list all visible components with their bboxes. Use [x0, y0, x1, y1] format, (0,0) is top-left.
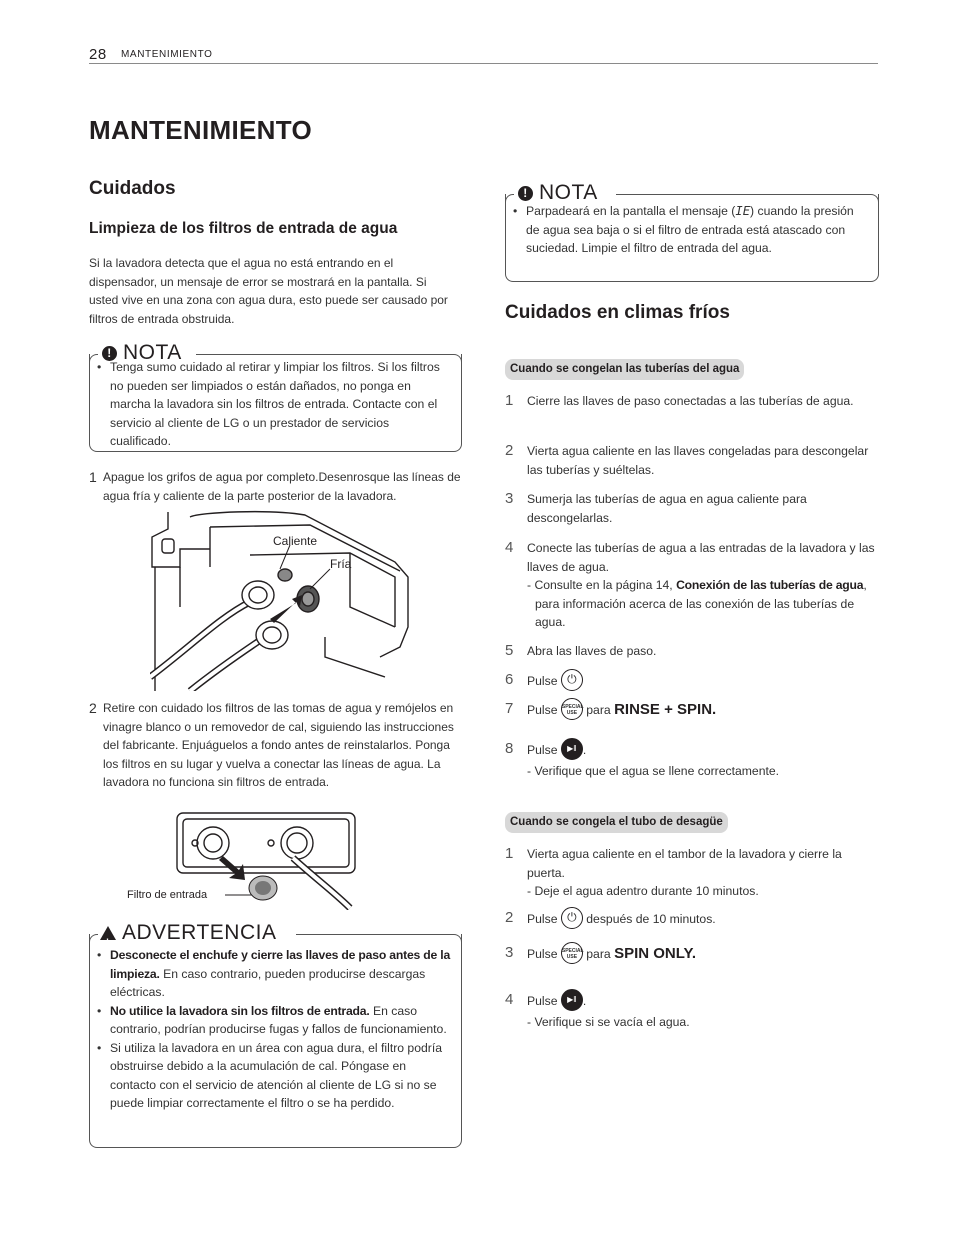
note-item: • Tenga sumo cuidado al retirar y limpiar los filtros. Si los filtros no pueden ser limpiados o están dañados, no ponga en marcha la lavadora sin los filtros de entrada. Contacte con el servicio al cliente de LG o un prestador de servicios cualificado. [90, 358, 450, 451]
warning-box [89, 921, 462, 1148]
exclamation-icon: ! [518, 186, 533, 201]
start-pause-button-icon: ▶‖ [561, 738, 583, 760]
exclamation-icon: ! [102, 346, 117, 361]
cold-step-2: 2 Vierta agua caliente en las llaves congeladas para descongelar las tuberías y suéltelas. [505, 442, 869, 477]
fig1-label-cold: Fría [330, 557, 352, 571]
intro-paragraph: Si la lavadora detecta que el agua no está entrando en el dispensador, un mensaje de error se mostrará en la pantalla. Si usted vive en una zona con agua dura, esto puede ser causado por filtros de entrada obstruida. [89, 256, 448, 326]
warning-triangle-icon: ! [100, 926, 116, 940]
power-button-icon [561, 669, 583, 691]
note-label: ! NOTA [516, 180, 600, 206]
cold-step-3: 3 Sumerja las tuberías de agua en agua caliente para descongelarlas. [505, 490, 807, 525]
note-box-error-code [505, 181, 879, 282]
special-use-button-icon: SPECIAL USE [561, 942, 583, 964]
warning-item: • Desconecte el enchufe y cierre las llaves de paso antes de la limpieza. En caso contrario, pueden producirse descargas eléctricas. [90, 946, 452, 1002]
note-item: • Parpadeará en la pantalla el mensaje (IE) cuando la presión de agua sea baja o si el filtro de entrada está atascado con suciedad. Limpie el filtro de entrada del agua. [506, 202, 868, 258]
hose-disconnect-illustration [150, 507, 412, 691]
drain-step-3: 3 Pulse SPECIAL USE para SPIN ONLY. [505, 944, 697, 963]
cold-step-1: 1 Cierre las llaves de paso conectadas a las tuberías de agua. [505, 392, 854, 409]
note-label: ! NOTA [100, 340, 184, 366]
drain-step-2: 2 Pulse ⏻ después de 10 minutos. [505, 909, 879, 931]
cold-step-4: 4 Conecte las tuberías de agua a las entradas de la lavadora y las llaves de agua. - Consulte en la página 14, Conexión de las tuberías de agua, para información acerca de las conexión de las tuberías de agua. [505, 539, 875, 629]
drain-step-4: 4 Pulse ▶‖ . - Verifique si se vacía el agua. [505, 991, 690, 1029]
fig2-label-filter: Filtro de entrada [127, 889, 208, 901]
section-heading-cuidados: Cuidados [89, 178, 176, 199]
inlet-filter-illustration [125, 808, 365, 910]
subsection-pill-desague: Cuando se congela el tubo de desagüe [505, 812, 728, 833]
warning-item: • Si utiliza la lavadora en un área con agua dura, el filtro podría obstruirse debido a la acumulación de cal. Póngase en contacto con el servicio de atención al cliente de LG si no se puede limpiar correctamente el filtro o se ha perdido. [90, 1039, 452, 1113]
power-button-icon [561, 907, 583, 929]
warning-label: ! ADVERTENCIA [98, 920, 278, 946]
warning-item: • No utilice la lavadora sin los filtros de entrada. En caso contrario, podrían producirse fugas y fallos de funcionamiento. [90, 1002, 452, 1039]
section-heading-climas-frios: Cuidados en climas fríos [505, 302, 730, 323]
error-code: IE [735, 204, 751, 218]
drain-step-1: 1 Vierta agua caliente en el tambor de la lavadora y cierre la puerta. - Deje el agua adentro durante 10 minutos. [505, 845, 842, 898]
page-number: 28 [89, 46, 107, 63]
cold-step-5: 5 Abra las llaves de paso. [505, 642, 657, 659]
header-rule [89, 63, 878, 64]
page-title: MANTENIMIENTO [89, 115, 312, 145]
subheading-limpieza: Limpieza de los filtros de entrada de agua [89, 220, 398, 237]
cold-step-8: 8 Pulse ▶‖ . - Verifique que el agua se llene correctamente. [505, 740, 780, 778]
special-use-button-icon: SPECIAL USE [561, 698, 583, 720]
fig1-label-hot: Caliente [273, 534, 318, 548]
start-pause-button-icon: ▶‖ [561, 989, 583, 1011]
header-section: MANTENIMIENTO [121, 49, 213, 60]
subsection-pill-tuberias: Cuando se congelan las tuberías del agua [505, 359, 744, 380]
cold-step-6: 6 Pulse ⏻ [505, 671, 879, 693]
cold-step-7: 7 Pulse SPECIAL USE para RINSE + SPIN. [505, 700, 717, 719]
note-box-filters [89, 341, 462, 452]
